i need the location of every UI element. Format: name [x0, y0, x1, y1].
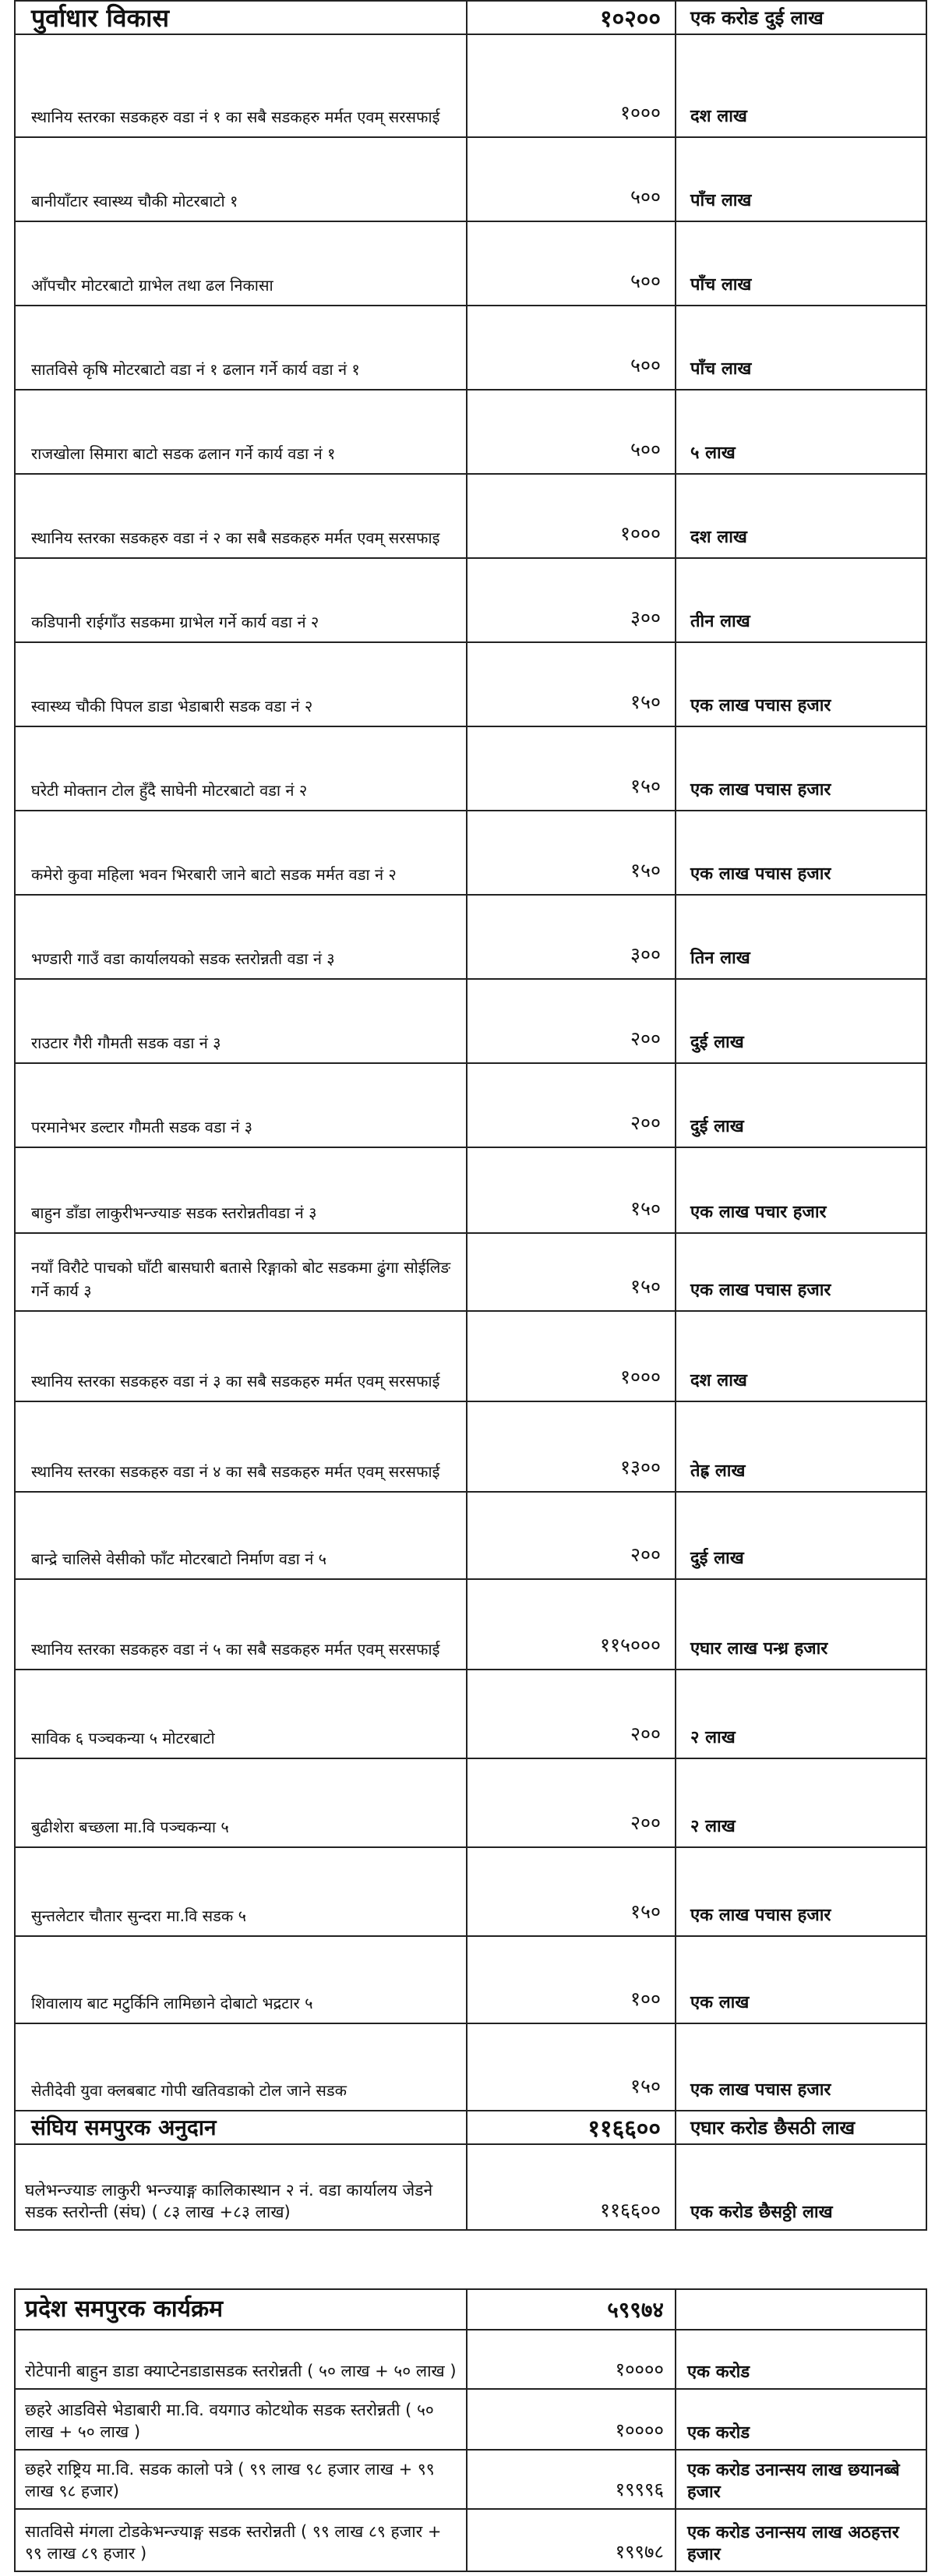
table-row: भण्डारी गाउँ वडा कार्यालयको सडक स्तरोन्नती वडा नं ३ ३०० तिन लाख	[15, 895, 926, 979]
table-row: राउटार गैरी गौमती सडक वडा नं ३ २०० दुई लाख	[15, 979, 926, 1063]
table-row: स्थानिय स्तरका सडकहरु वडा नं २ का सबै सडकहरु मर्मत एवम् सरसफाइ १००० दश लाख	[15, 474, 926, 558]
table-row: रोटेपानी बाहुन डाडा क्याप्टेनडाडासडक स्तरोन्नती ( ५० लाख + ५० लाख ) १०००० एक करोड	[15, 2330, 926, 2389]
infra-header-row	[15, 1, 926, 34]
table-row: आँपचौर मोटरबाटो ग्राभेल तथा ढल निकासा ५०० पाँच लाख	[15, 221, 926, 306]
table-row: सुन्तलेटार चौतार सुन्दरा मा.वि सडक ५ १५० एक लाख पचास हजार	[15, 1847, 926, 1936]
province-section	[14, 2288, 926, 2572]
table-row: बाहुन डाँडा लाकुरीभन्ज्याङ सडक स्तरोन्नतीवडा नं ३ १५० एक लाख पचार हजार	[15, 1147, 926, 1233]
budget-sheet	[14, 0, 926, 2231]
table-row: सेतीदेवी युवा क्लबबाट गोपी खतिवडाको टोल जाने सडक १५० एक लाख पचास हजार	[15, 2023, 926, 2111]
federal-header-row	[15, 2111, 926, 2144]
table-row: बान्द्रे चालिसे वेसीको फाँट मोटरबाटो निर्माण वडा नं ५ २०० दुई लाख	[15, 1492, 926, 1579]
province-header-row	[15, 2289, 926, 2330]
table-row: साविक ६ पञ्चकन्या ५ मोटरबाटो २०० २ लाख	[15, 1670, 926, 1758]
province-table	[14, 2288, 927, 2572]
federal-total-words: एघार करोड छैसठी लाख	[676, 2111, 926, 2144]
table-row: स्थानिय स्तरका सडकहरु वडा नं १ का सबै सडकहरु मर्मत एवम् सरसफाई १००० दश लाख	[15, 34, 926, 137]
table-row: घलेभन्ज्याङ लाकुरी भन्ज्याङ्ग कालिकास्थान २ नं. वडा कार्यालय जेडने सडक स्तरोन्ती (संघ) ( ८३ लाख +८३ लाख) ११६६०० एक करोड छैसठ्ठी लाख	[15, 2144, 926, 2230]
infra-total-words: एक करोड दुई लाख	[676, 1, 926, 34]
table-row: कडिपानी राईगाँउ सडकमा ग्राभेल गर्ने कार्य वडा नं २ ३०० तीन लाख	[15, 558, 926, 642]
province-title: प्रदेश समपुरक कार्यक्रम	[15, 2289, 467, 2330]
infrastructure-table	[14, 0, 927, 2231]
table-row: छहरे आडविसे भेडाबारी मा.वि. वयगाउ कोटथोक सडक स्तरोन्नती ( ५० लाख + ५० लाख ) १०००० एक करोड	[15, 2389, 926, 2450]
table-row: बुढीशेरा बच्छला मा.वि पञ्चकन्या ५ २०० २ लाख	[15, 1758, 926, 1847]
province-total-words	[676, 2289, 926, 2330]
federal-total: ११६६००	[467, 2111, 676, 2144]
federal-title: संघिय समपुरक अनुदान	[15, 2111, 467, 2144]
table-row: परमानेभर डल्टार गौमती सडक वडा नं ३ २०० दुई लाख	[15, 1063, 926, 1147]
table-row: बानीयाँटार स्वास्थ्य चौकी मोटरबाटो १ ५०० पाँच लाख	[15, 137, 926, 221]
table-row: छहरे राष्ट्रिय मा.वि. सडक कालो पत्रे ( ९९ लाख ९८ हजार लाख + ९९ लाख ९८ हजार) १९९९६ एक करोड उनान्सय लाख छयानब्बे हजार	[15, 2450, 926, 2509]
table-row: घरेटी मोक्तान टोल हुँदै साघेनी मोटरबाटो वडा नं २ १५० एक लाख पचास हजार	[15, 726, 926, 811]
table-row: स्वास्थ्य चौकी पिपल डाडा भेडाबारी सडक वडा नं २ १५० एक लाख पचास हजार	[15, 642, 926, 726]
infra-title: पुर्वाधार विकास	[15, 1, 467, 34]
table-row: स्थानिय स्तरका सडकहरु वडा नं ४ का सबै सडकहरु मर्मत एवम् सरसफाई १३०० तेह्र लाख	[15, 1401, 926, 1492]
table-row: नयाँ विरौटे पाचको घाँटी बासघारी बतासे रिङ्गाको बोट सडकमा ढुंगा सोईलिङ गर्ने कार्य ३ १५० एक लाख पचास हजार	[15, 1233, 926, 1311]
table-row: राजखोला सिमारा बाटो सडक ढलान गर्ने कार्य वडा नं १ ५०० ५ लाख	[15, 390, 926, 474]
table-row: सातविसे मंगला टोडकेभन्ज्याङ्ग सडक स्तरोन्नती ( ९९ लाख ८९ हजार + ९९ लाख ८९ हजार ) १९९७८ एक करोड उनान्सय लाख अठहत्तर हजार	[15, 2509, 926, 2571]
table-row: सातविसे कृषि मोटरबाटो वडा नं १ ढलान गर्ने कार्य वडा नं १ ५०० पाँच लाख	[15, 306, 926, 390]
infra-total: १०२००	[467, 1, 676, 34]
table-row: स्थानिय स्तरका सडकहरु वडा नं ५ का सबै सडकहरु मर्मत एवम् सरसफाई ११५००० एघार लाख पन्ध्र हजार	[15, 1579, 926, 1670]
table-row: शिवालाय बाट मटुर्किनि लामिछाने दोबाटो भद्रटार ५ १०० एक लाख	[15, 1936, 926, 2023]
table-row: कमेरो कुवा महिला भवन भिरबारी जाने बाटो सडक मर्मत वडा नं २ १५० एक लाख पचास हजार	[15, 811, 926, 895]
province-total: ५९९७४	[467, 2289, 676, 2330]
table-row: स्थानिय स्तरका सडकहरु वडा नं ३ का सबै सडकहरु मर्मत एवम् सरसफाई १००० दश लाख	[15, 1311, 926, 1401]
